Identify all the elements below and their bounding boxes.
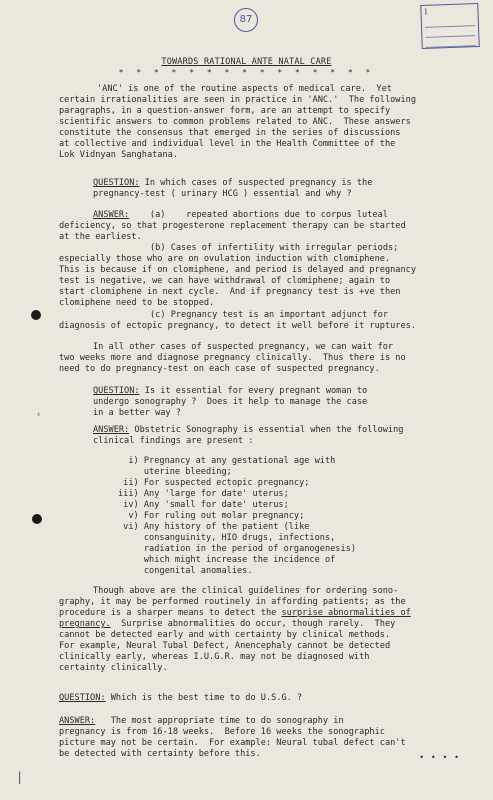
title-decoration: * * * * * * * * * * * * * * *: [118, 68, 375, 77]
intro-line: paragraphs, in a question-answer form, are an attempt to specify: [59, 106, 391, 116]
answer-1-line: start clomiphene in next cycle. And if pregnancy test is +ve then: [59, 287, 401, 297]
list-item: i) Pregnancy at any gestational age with: [118, 456, 336, 466]
answer-1: ANSWER: (a) repeated abortions due to corpus luteal: [93, 210, 388, 220]
answer-2-para: certainty clinically.: [59, 663, 168, 673]
punch-hole: [32, 514, 42, 524]
question-2: QUESTION: Is it essential for every pregnant woman to: [93, 386, 368, 396]
page-number: 87: [234, 8, 258, 32]
list-item: consanguinity, HIO drugs, infections,: [118, 533, 336, 543]
answer-1-line: at the earliest.: [59, 232, 142, 242]
question-1-line: pregnancy-test ( urinary HCG ) essential and why ?: [93, 189, 352, 199]
answer-1-b: (b) Cases of infertility with irregular periods;: [150, 243, 399, 253]
archive-stamp: [420, 3, 480, 49]
answer-label: ANSWER:: [93, 425, 130, 435]
answer-1-line: test is negative, we can have withdrawal of clomiphene; again to: [59, 276, 391, 286]
list-item: radiation in the period of organogenesis): [118, 544, 356, 554]
answer-1-other: In all other cases of suspected pregnancy, we can wait for: [93, 342, 394, 352]
intro-line: scientific answers to common problems related to ANC. These answers: [59, 117, 411, 127]
answer-2-para: pregnancy. Surprise abnormalities do occur, though rarely. They: [59, 619, 396, 629]
answer-1-line: deficiency, so that progesterone replacement therapy can be started: [59, 221, 406, 231]
question-2-line: undergo sonography ? Does it help to manage the case: [93, 397, 368, 407]
question-label: QUESTION:: [93, 386, 140, 396]
answer-2-para: procedure is a sharper means to detect the surprise abnormalities of: [59, 608, 411, 618]
list-item: iv) Any 'small for date' uterus;: [118, 500, 289, 510]
list-item: congenital anomalies.: [118, 566, 253, 576]
document-title: TOWARDS RATIONAL ANTE NATAL CARE: [161, 57, 332, 67]
footer-dots: • • • •: [419, 753, 460, 762]
answer-2: ANSWER: Obstetric Sonography is essential when the following: [93, 425, 404, 435]
list-item: which might increase the incidence of: [118, 555, 336, 565]
answer-2-para: graphy, it may be performed routinely in affording patients; as the: [59, 597, 406, 607]
intro-line: Lok Vidnyan Sanghatana.: [59, 150, 178, 160]
question-label: QUESTION:: [93, 178, 140, 188]
list-item: vi) Any history of the patient (like: [118, 522, 310, 532]
answer-2-para: cannot be detected early and with certainty by clinical methods.: [59, 630, 391, 640]
answer-1-line: This is because if on clomiphene, and period is delayed and pregnancy: [59, 265, 416, 275]
list-item: iii) Any 'large for date' uterus;: [118, 489, 289, 499]
intro-line: certain irrationalities are seen in practice in 'ANC.' The following: [59, 95, 416, 105]
answer-1-line: especially those who are on ovulation induction with clomiphene.: [59, 254, 391, 264]
question-3: QUESTION: Which is the best time to do U.S.G. ?: [59, 693, 303, 703]
answer-3: ANSWER: The most appropriate time to do sonography in: [59, 716, 344, 726]
answer-3-line: picture may not be certain. For example: Neural tubal defect can't: [59, 738, 406, 748]
list-item: v) For ruling out molar pregnancy;: [118, 511, 305, 521]
emphasis: pregnancy.: [59, 619, 111, 629]
intro-line: 'ANC' is one of the routine aspects of medical care. Yet: [97, 84, 392, 94]
answer-label: ANSWER:: [93, 210, 130, 220]
answer-1-line: diagnosis of ectopic pregnancy, to detect it well before it ruptures.: [59, 321, 416, 331]
answer-3-line: be detected with certainty before this.: [59, 749, 261, 759]
answer-2-line: clinical findings are present :: [93, 436, 254, 446]
punch-hole: [31, 310, 41, 320]
question-1: QUESTION: In which cases of suspected pregnancy is the: [93, 178, 373, 188]
answer-1-line: clomiphene need to be stopped.: [59, 298, 215, 308]
question-label: QUESTION:: [59, 693, 106, 703]
answer-2-para: clinically early, whereas I.U.G.R. may not be diagnosed with: [59, 652, 370, 662]
answer-1-c: (c) Pregnancy test is an important adjunct for: [150, 310, 388, 320]
answer-1-line: need to do pregnancy-test on each case of suspected pregnancy.: [59, 364, 380, 374]
answer-2-para: For example, Neural Tubal Defect, Anencephaly cannot be detected: [59, 641, 391, 651]
intro-line: at collective and individual level in the Health Committee of the: [59, 139, 396, 149]
answer-2-para: Though above are the clinical guidelines for ordering sono-: [93, 586, 399, 596]
answer-3-line: pregnancy is from 16-18 weeks. Before 16 weeks the sonographic: [59, 727, 385, 737]
list-item: ii) For suspected ectopic pregnancy;: [118, 478, 310, 488]
answer-1-line: two weeks more and diagnose pregnancy clinically. Thus there is no: [59, 353, 406, 363]
answer-label: ANSWER:: [59, 716, 96, 726]
intro-line: constitute the consensus that emerged in the series of discussions: [59, 128, 401, 138]
margin-mark: ‹: [36, 410, 42, 420]
question-2-line: in a better way ?: [93, 408, 181, 418]
list-item: uterine bleeding;: [118, 467, 232, 477]
emphasis: surprise abnormalities of: [281, 608, 411, 618]
margin-mark: |: [16, 770, 24, 784]
stamp-mark: I: [424, 7, 428, 18]
